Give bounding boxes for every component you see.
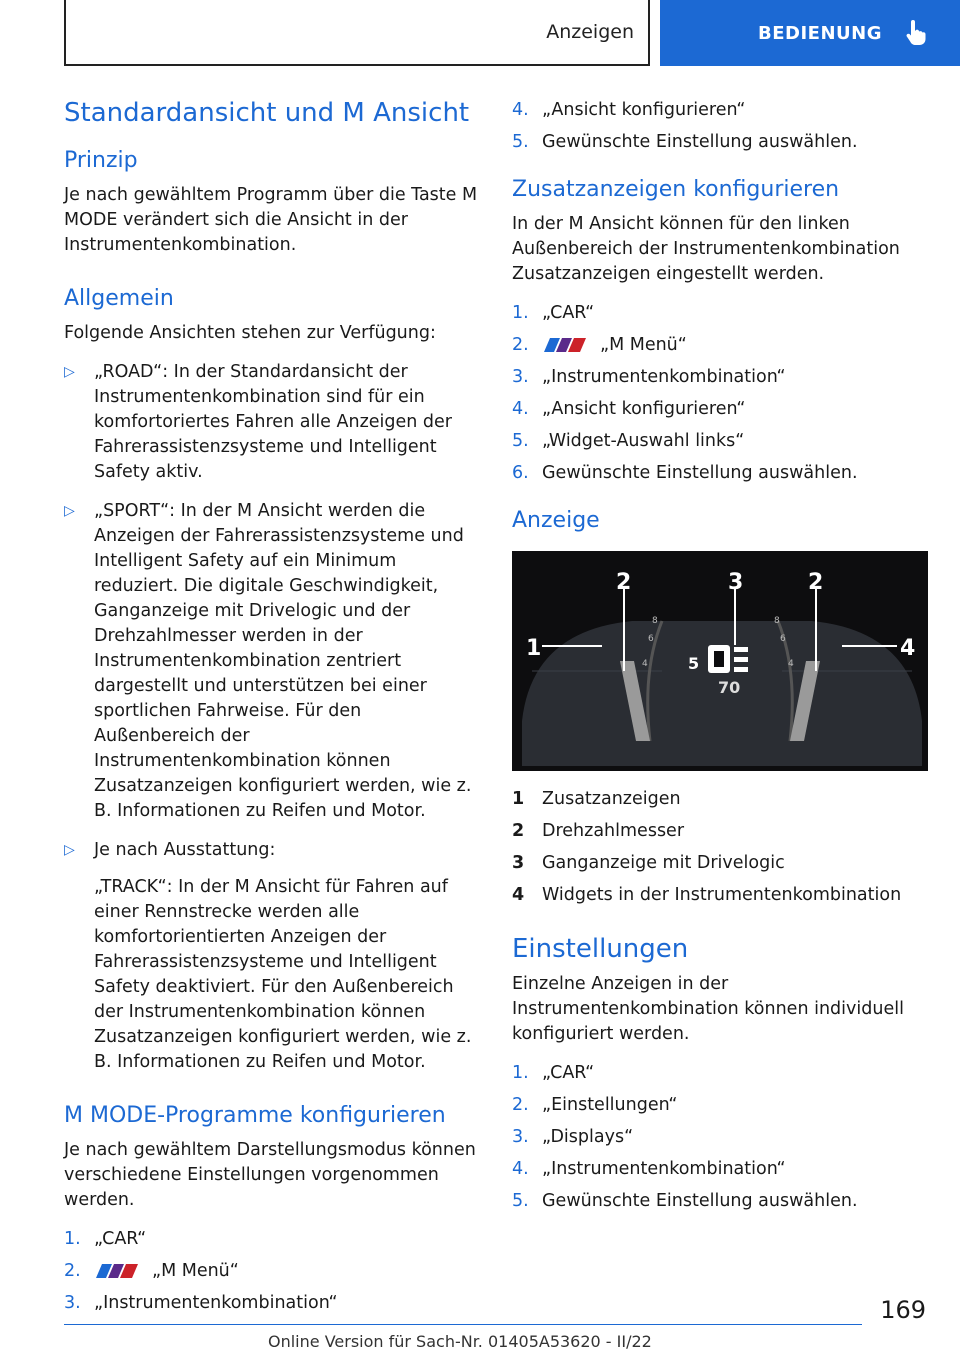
svg-text:8: 8 bbox=[652, 616, 658, 626]
heading-allgemein: Allgemein bbox=[64, 286, 174, 311]
mmode-steps-continued bbox=[512, 98, 928, 155]
bullet-road bbox=[64, 360, 478, 485]
list-item bbox=[512, 1157, 928, 1182]
svg-text:6: 6 bbox=[648, 634, 654, 644]
left-column bbox=[64, 98, 478, 1323]
list-item bbox=[64, 1259, 478, 1284]
legend-text: Widgets in der Instrumentenkombination bbox=[542, 885, 902, 905]
callout-2: 2 bbox=[808, 570, 824, 595]
legend-text: Ganganzeige mit Drivelogic bbox=[542, 853, 785, 873]
heading-anzeige: Anzeige bbox=[512, 508, 600, 533]
step-number: 3. bbox=[512, 1127, 529, 1147]
list-item bbox=[512, 461, 928, 486]
right-column bbox=[512, 98, 928, 1221]
step-number: 4. bbox=[512, 100, 529, 120]
bullet-text: „SPORT“: In der M Ansicht werden die Anzeigen der Fahrerassistenzsysteme und Intelligent Safety auf ein Minimum reduziert. Die digitale Geschwindigkeit, Ganganzeige mit Drivelogic und der Drehzahlmesser werden in der Instrumentenkombination zentriert dargestellt und unterstützen bei einer sportlichen Fahrweise. Für den Außenbereich der Instrumentenkombination können Zusatzanzeigen konfiguriert werden, wie z. B. Informationen zu Reifen und Motor. bbox=[94, 501, 472, 821]
header-chapter-tab bbox=[660, 0, 960, 66]
step-text: „Einstellungen“ bbox=[542, 1095, 678, 1115]
zusatz-steps bbox=[512, 301, 928, 486]
list-item bbox=[512, 883, 928, 908]
bullet-triangle-icon: ▷ bbox=[64, 842, 75, 858]
step-number: 6. bbox=[512, 463, 529, 483]
step-text: „Ansicht konfigurieren“ bbox=[542, 399, 746, 419]
step-number: 3. bbox=[64, 1293, 81, 1313]
page-title: Standardansicht und M Ansicht bbox=[64, 98, 470, 128]
header-chapter-label: BEDIENUNG bbox=[758, 22, 882, 44]
list-item bbox=[64, 1227, 478, 1252]
step-number: 2. bbox=[512, 1095, 529, 1115]
step-text: „M Menü“ bbox=[152, 1261, 239, 1281]
list-item bbox=[512, 301, 928, 326]
zusatz-text: In der M Ansicht können für den linken Außenbereich der Instrumentenkombination Zusatzanzeigen eingestellt werden. bbox=[512, 214, 900, 284]
svg-text:4: 4 bbox=[642, 659, 648, 669]
step-text: Gewünschte Einstellung auswählen. bbox=[542, 132, 858, 152]
prinzip-text: Je nach gewähltem Programm über die Taste M MODE verändert sich die Ansicht in der Instrumentenkombination. bbox=[64, 185, 478, 255]
step-number: 2. bbox=[512, 335, 529, 355]
heading-prinzip: Prinzip bbox=[64, 148, 138, 173]
list-item bbox=[512, 333, 928, 358]
instrument-cluster-image bbox=[512, 551, 928, 771]
callout-2: 2 bbox=[616, 570, 632, 595]
footer-text: Online Version für Sach-Nr. 01405A53620 - II/22 bbox=[268, 1332, 652, 1351]
header-section-label: Anzeigen bbox=[546, 21, 634, 43]
figure-legend bbox=[512, 787, 928, 908]
step-number: 5. bbox=[512, 1191, 529, 1211]
step-number: 1. bbox=[512, 303, 529, 323]
callout-3: 3 bbox=[728, 570, 744, 595]
step-number: 1. bbox=[512, 1063, 529, 1083]
legend-text: Drehzahlmesser bbox=[542, 821, 685, 841]
einst-text: Einzelne Anzeigen in der Instrumentenkombination können individuell konfiguriert werden. bbox=[512, 974, 904, 1044]
list-item bbox=[512, 130, 928, 155]
step-text: „Instrumentenkombination“ bbox=[94, 1293, 338, 1313]
bullet-triangle-icon: ▷ bbox=[64, 364, 75, 380]
hand-pointer-icon bbox=[904, 20, 926, 46]
legend-number: 2 bbox=[512, 821, 525, 841]
list-item bbox=[512, 787, 928, 812]
step-text: „CAR“ bbox=[94, 1229, 147, 1249]
step-text: „M Menü“ bbox=[600, 335, 687, 355]
step-text: „Instrumentenkombination“ bbox=[542, 367, 786, 387]
bullet-triangle-icon: ▷ bbox=[64, 503, 75, 519]
legend-number: 1 bbox=[512, 789, 525, 809]
step-text: Gewünschte Einstellung auswählen. bbox=[542, 1191, 858, 1211]
footer-divider bbox=[64, 1324, 862, 1325]
list-item bbox=[512, 1093, 928, 1118]
svg-text:6: 6 bbox=[780, 634, 786, 644]
step-text: „Ansicht konfigurieren“ bbox=[542, 100, 746, 120]
callout-4: 4 bbox=[900, 636, 916, 661]
legend-number: 3 bbox=[512, 853, 525, 873]
step-number: 3. bbox=[512, 367, 529, 387]
list-item bbox=[512, 1061, 928, 1086]
step-text: „Instrumentenkombination“ bbox=[542, 1159, 786, 1179]
callout-1: 1 bbox=[526, 636, 542, 661]
svg-text:4: 4 bbox=[788, 659, 794, 669]
step-text: „Displays“ bbox=[542, 1127, 634, 1147]
bullet-text: „TRACK“: In der M Ansicht für Fahren auf einer Rennstrecke werden alle komfortorientierten Anzeigen der Fahrerassistenzsysteme und Intelligent Safety deaktiviert. Für den Außenbereich der Instrumentenkombination können Zusatzanzeigen konfiguriert werden, wie z. B. Informationen zu Reifen und Motor. bbox=[94, 877, 472, 1072]
bullet-text: Je nach Ausstattung: bbox=[94, 840, 276, 860]
list-item bbox=[512, 98, 928, 123]
m-logo-icon bbox=[542, 338, 588, 352]
m-logo-icon bbox=[94, 1264, 140, 1278]
bullet-sport bbox=[64, 499, 478, 824]
step-text: „CAR“ bbox=[542, 1063, 595, 1083]
list-item bbox=[512, 1189, 928, 1214]
svg-text:8: 8 bbox=[774, 616, 780, 626]
bullet-track bbox=[64, 838, 478, 1075]
heading-zusatzanzeigen: Zusatzanzeigen konfigurieren bbox=[512, 177, 840, 202]
list-item bbox=[512, 1125, 928, 1150]
speed-value: 70 bbox=[718, 678, 741, 697]
step-number: 5. bbox=[512, 132, 529, 152]
legend-number: 4 bbox=[512, 885, 525, 905]
list-item bbox=[512, 851, 928, 876]
legend-text: Zusatzanzeigen bbox=[542, 789, 681, 809]
step-text: Gewünschte Einstellung auswählen. bbox=[542, 463, 858, 483]
list-item bbox=[512, 365, 928, 390]
gear-value: 5 bbox=[688, 654, 700, 673]
list-item bbox=[64, 1291, 478, 1316]
header-section-tab bbox=[64, 0, 650, 66]
heading-mmode: M MODE-Programme konfigurieren bbox=[64, 1103, 446, 1128]
step-number: 5. bbox=[512, 431, 529, 451]
list-item bbox=[512, 819, 928, 844]
allgemein-text: Folgende Ansichten stehen zur Verfügung: bbox=[64, 323, 436, 343]
step-number: 4. bbox=[512, 399, 529, 419]
step-number: 1. bbox=[64, 1229, 81, 1249]
bullet-text: „ROAD“: In der Standardansicht der Instrumentenkombination sind für ein komfortoriertes Fahren alle Anzeigen der Fahrerassistenzsysteme und Intelligent Safety aktiv. bbox=[94, 362, 452, 482]
einst-steps bbox=[512, 1061, 928, 1214]
step-number: 2. bbox=[64, 1261, 81, 1281]
list-item bbox=[512, 429, 928, 454]
heading-einstellungen: Einstellungen bbox=[512, 934, 689, 964]
list-item bbox=[512, 397, 928, 422]
mmode-text: Je nach gewähltem Darstellungsmodus können verschiedene Einstellungen vorgenommen werden. bbox=[64, 1140, 476, 1210]
step-text: „Widget-Auswahl links“ bbox=[542, 431, 745, 451]
page-number: 169 bbox=[880, 1296, 926, 1324]
mmode-steps bbox=[64, 1227, 478, 1316]
step-number: 4. bbox=[512, 1159, 529, 1179]
step-text: „CAR“ bbox=[542, 303, 595, 323]
